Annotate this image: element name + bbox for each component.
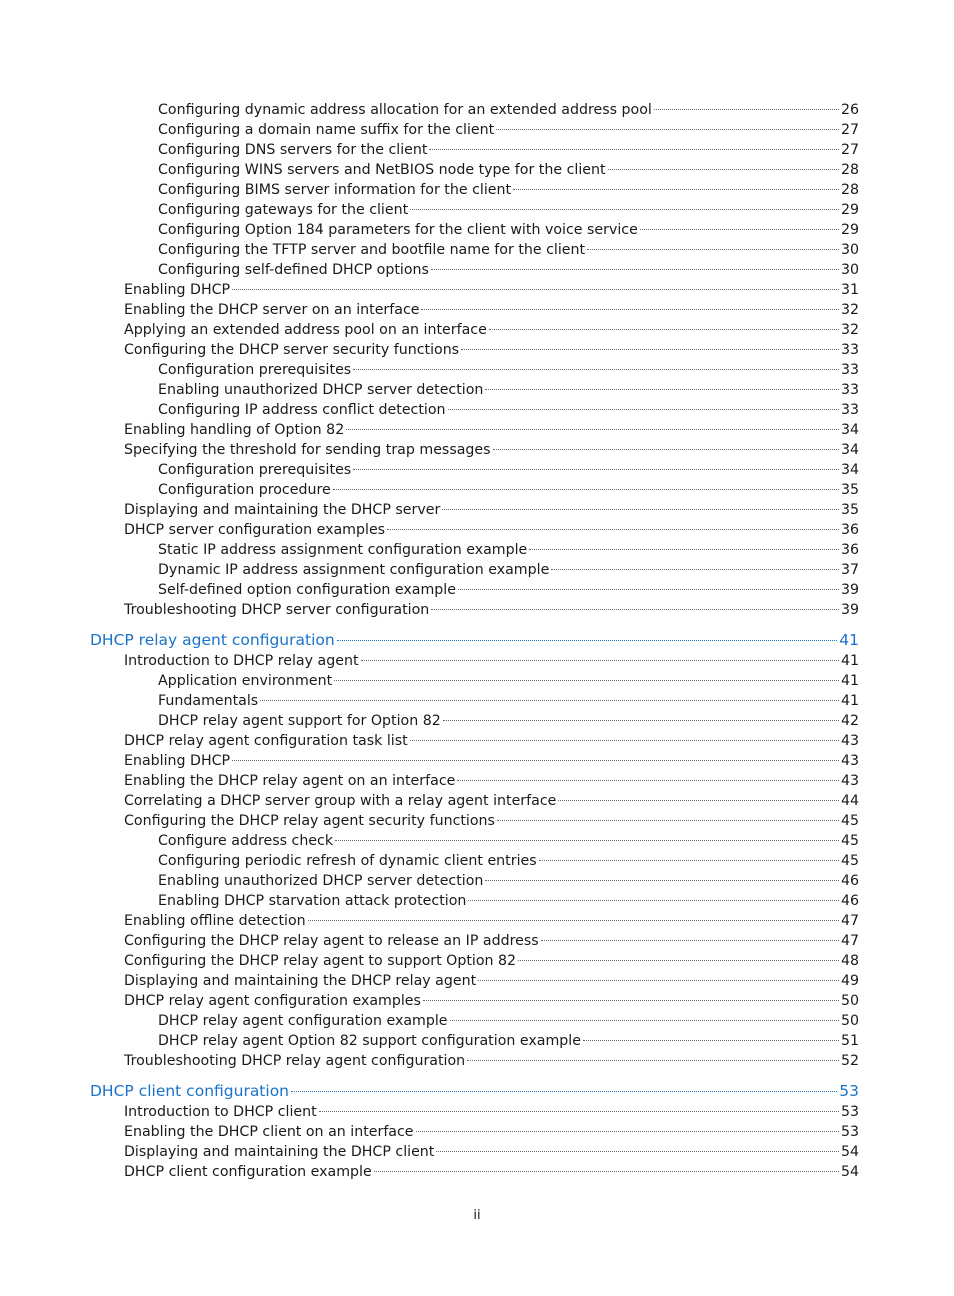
toc-entry-page: 46 [840,873,859,889]
toc-entry[interactable] [124,500,859,520]
dot-leader [467,1060,839,1061]
dot-leader [319,1111,839,1112]
toc-entry-page: 45 [840,853,859,869]
toc-entry-page: 37 [840,562,859,578]
toc-entry-title: DHCP relay agent support for Option 82 [158,713,441,729]
toc-entry[interactable] [158,891,859,911]
dot-leader [260,700,839,701]
toc-entry[interactable] [124,320,859,340]
toc-entry-page: 35 [840,482,859,498]
toc-entry[interactable] [124,1102,859,1122]
toc-entry[interactable] [158,220,859,240]
dot-leader [518,960,839,961]
toc-entry-title: Configure address check [158,833,334,849]
toc-entry[interactable] [124,340,859,360]
dot-leader [361,660,839,661]
toc-entry-page: 27 [840,142,859,158]
toc-entry-page: 29 [840,202,859,218]
toc-entry-title: Introduction to DHCP client [124,1104,317,1120]
toc-entry-title: Configuration procedure [158,482,331,498]
dot-leader [539,860,839,861]
toc-entry-title: Configuring self-defined DHCP options [158,262,429,278]
toc-entry[interactable] [158,240,859,260]
toc-entry-title: Enabling DHCP starvation attack protection [158,893,467,909]
toc-entry[interactable] [158,160,859,180]
toc-entry-title: Correlating a DHCP server group with a relay agent interface [124,793,557,809]
dot-leader [541,940,839,941]
toc-entry-title: Enabling handling of Option 82 [124,422,345,438]
dot-leader [374,1171,839,1172]
dot-leader [457,780,839,781]
toc-entry-page: 32 [840,322,859,338]
toc-entry[interactable] [124,600,859,620]
toc-entry[interactable] [124,951,859,971]
toc-entry-page: 36 [840,542,859,558]
toc-entry-title: DHCP relay agent Option 82 support configuration example [158,1033,581,1049]
toc-entry[interactable] [158,671,859,691]
toc-entry-page: 34 [840,422,859,438]
toc-entry-page: 42 [840,713,859,729]
toc-entry-title: Troubleshooting DHCP relay agent configuration [124,1053,466,1069]
toc-entry-page: 50 [840,993,859,1009]
toc-entry[interactable] [158,851,859,871]
toc-entry-title: Enabling unauthorized DHCP server detection [158,382,484,398]
toc-entry-page: 36 [840,522,859,538]
toc-entry-title: Configuring the DHCP server security functions [124,342,460,358]
toc-entry[interactable] [124,651,859,671]
toc-entry-page: 34 [840,442,859,458]
toc-entry-page: 26 [840,102,859,118]
dot-leader [410,740,839,741]
toc-entry[interactable] [158,480,859,500]
dot-leader [431,609,839,610]
toc-entry[interactable] [158,140,859,160]
toc-entry-page: 41 [839,631,859,649]
toc-entry[interactable] [158,100,859,120]
toc-entry-page: 50 [840,1013,859,1029]
toc-entry[interactable] [158,871,859,891]
toc-entry-title: Configuring a domain name suffix for the client [158,122,495,138]
dot-leader [448,409,839,410]
dot-leader [640,229,839,230]
toc-entry-page: 28 [840,162,859,178]
toc-entry[interactable] [124,911,859,931]
toc-entry-page: 32 [840,302,859,318]
toc-entry[interactable] [158,380,859,400]
dot-leader [436,1151,839,1152]
dot-leader [353,369,839,370]
toc-entry-title: DHCP client configuration [90,1082,290,1100]
toc-entry-title: Enabling the DHCP server on an interface [124,302,420,318]
toc-entry-title: Enabling DHCP [124,753,231,769]
toc-entry[interactable] [124,811,859,831]
toc-entry-title: Fundamentals [158,693,259,709]
toc-entry-page: 41 [840,673,859,689]
toc-entry-title: Configuring the DHCP relay agent security functions [124,813,495,829]
toc-entry-page: 53 [840,1104,859,1120]
toc-entry-page: 51 [840,1033,859,1049]
toc-entry-title: DHCP client configuration example [124,1164,372,1180]
dot-leader [608,169,839,170]
toc-entry-title: Configuring dynamic address allocation for an extended address pool [158,102,652,118]
toc-entry-page: 52 [840,1053,859,1069]
dot-leader [353,469,839,470]
dot-leader [478,980,839,981]
toc-entry-title: Application environment [158,673,333,689]
toc-entry[interactable] [124,420,859,440]
toc-entry[interactable] [124,440,859,460]
dot-leader [583,1040,839,1041]
toc-entry-page: 46 [840,893,859,909]
toc-entry[interactable] [158,200,859,220]
toc-entry-page: 43 [840,753,859,769]
toc-entry-title: Configuring DNS servers for the client [158,142,428,158]
toc-entry-page: 45 [840,813,859,829]
toc-entry-title: DHCP relay agent configuration example [158,1013,448,1029]
toc-entry-page: 53 [839,1082,859,1100]
toc-entry-title: Enabling offline detection [124,913,306,929]
toc-entry-title: Configuring gateways for the client [158,202,409,218]
toc-entry[interactable] [124,1122,859,1142]
toc-entry[interactable] [158,1011,859,1031]
toc-entry-page: 35 [840,502,859,518]
dot-leader [387,529,839,530]
toc-entry-title: Configuration prerequisites [158,362,352,378]
toc-entry-page: 30 [840,262,859,278]
toc-entry-page: 27 [840,122,859,138]
toc-entry[interactable] [158,540,859,560]
dot-leader [308,920,839,921]
dot-leader [421,309,838,310]
toc-entry[interactable] [158,691,859,711]
dot-leader [485,880,839,881]
toc-entry-page: 39 [840,582,859,598]
toc-entry[interactable] [124,751,859,771]
toc-entry-title: Configuring Option 184 parameters for the client with voice service [158,222,638,238]
toc-entry-title: Enabling the DHCP client on an interface [124,1124,414,1140]
toc-entry[interactable] [158,260,859,280]
toc-entry-page: 33 [840,342,859,358]
toc-entry-title: Specifying the threshold for sending trap messages [124,442,491,458]
toc-entry-page: 41 [840,653,859,669]
toc-entry-title: Introduction to DHCP relay agent [124,653,359,669]
dot-leader [443,720,839,721]
toc-entry-title: DHCP relay agent configuration [90,631,335,649]
toc-entry-title: Dynamic IP address assignment configuration example [158,562,550,578]
toc-entry-title: Configuring the DHCP relay agent to support Option 82 [124,953,517,969]
toc-entry-page: 39 [840,602,859,618]
toc-entry-page: 54 [840,1164,859,1180]
dot-leader [416,1131,839,1132]
toc-entry-title: Configuring the TFTP server and bootfile name for the client [158,242,586,258]
dot-leader [497,820,839,821]
toc-chapter-entry[interactable] [90,629,859,651]
toc-entry-title: Enabling the DHCP relay agent on an interface [124,773,456,789]
toc-entry-title: Static IP address assignment configuration example [158,542,528,558]
dot-leader [450,1020,839,1021]
toc-entry-page: 29 [840,222,859,238]
toc-entry-title: Self-defined option configuration example [158,582,456,598]
dot-leader [410,209,839,210]
toc-chapter-entry[interactable] [90,1080,859,1102]
dot-leader [461,349,839,350]
toc-entry[interactable] [124,280,859,300]
toc-entry-title: DHCP relay agent configuration task list [124,733,408,749]
page-number: ii [473,1208,481,1223]
dot-leader [485,389,839,390]
dot-leader [232,289,839,290]
dot-leader [458,589,839,590]
toc-entry[interactable] [158,180,859,200]
dot-leader [346,429,839,430]
toc-entry-page: 33 [840,382,859,398]
toc-entry-title: Displaying and maintaining the DHCP relay agent [124,973,477,989]
toc-entry[interactable] [158,120,859,140]
toc-entry-page: 48 [840,953,859,969]
toc-entry[interactable] [158,711,859,731]
toc-entry[interactable] [124,1142,859,1162]
toc-entry-page: 31 [840,282,859,298]
toc-entry[interactable] [158,580,859,600]
toc-entry[interactable] [158,360,859,380]
toc-entry[interactable] [124,1051,859,1071]
toc-entry-title: Configuring BIMS server information for the client [158,182,512,198]
dot-leader [337,640,838,641]
toc-entry[interactable] [158,831,859,851]
toc-entry-page: 47 [840,913,859,929]
toc-entry-page: 34 [840,462,859,478]
toc-entry-title: Applying an extended address pool on an interface [124,322,487,338]
toc-entry[interactable] [124,771,859,791]
toc-entry-title: Displaying and maintaining the DHCP client [124,1144,435,1160]
toc-entry-title: Troubleshooting DHCP server configuration [124,602,430,618]
toc-entry-title: Configuring WINS servers and NetBIOS node type for the client [158,162,606,178]
toc-entry-page: 54 [840,1144,859,1160]
toc-entry-title: Configuring periodic refresh of dynamic client entries [158,853,537,869]
toc-entry-page: 47 [840,933,859,949]
toc-entry-page: 33 [840,362,859,378]
toc-entry[interactable] [158,400,859,420]
dot-leader [489,329,839,330]
dot-leader [587,249,839,250]
toc-entry[interactable] [158,460,859,480]
toc-entry-page: 43 [840,733,859,749]
toc-entry[interactable] [124,791,859,811]
dot-leader [335,840,839,841]
dot-leader [513,189,839,190]
dot-leader [468,900,839,901]
dot-leader [431,269,839,270]
toc-entry[interactable] [124,971,859,991]
dot-leader [551,569,839,570]
toc-entry[interactable] [158,1031,859,1051]
dot-leader [654,109,839,110]
dot-leader [496,129,839,130]
dot-leader [429,149,838,150]
toc-entry-title: Enabling unauthorized DHCP server detection [158,873,484,889]
toc-entry[interactable] [124,520,859,540]
dot-leader [334,680,839,681]
dot-leader [423,1000,839,1001]
toc-entry-page: 28 [840,182,859,198]
toc-entry-title: DHCP relay agent configuration examples [124,993,421,1009]
toc-entry-page: 33 [840,402,859,418]
toc-entry-page: 45 [840,833,859,849]
toc-entry[interactable] [124,731,859,751]
toc-entry[interactable] [124,991,859,1011]
toc-entry[interactable] [124,931,859,951]
toc-entry[interactable] [158,560,859,580]
dot-leader [529,549,839,550]
toc-entry-title: Configuring IP address conflict detection [158,402,446,418]
dot-leader [232,760,839,761]
dot-leader [493,449,839,450]
toc-entry-title: Displaying and maintaining the DHCP server [124,502,441,518]
toc-entry-page: 49 [840,973,859,989]
toc-entry-page: 30 [840,242,859,258]
toc-entry-title: Configuration prerequisites [158,462,352,478]
dot-leader [558,800,839,801]
toc-entry-title: Enabling DHCP [124,282,231,298]
toc-entry[interactable] [124,1162,859,1182]
toc-entry-page: 41 [840,693,859,709]
toc-entry-page: 53 [840,1124,859,1140]
table-of-contents [0,100,954,1182]
toc-entry[interactable] [124,300,859,320]
dot-leader [442,509,839,510]
dot-leader [333,489,839,490]
toc-entry-page: 43 [840,773,859,789]
toc-entry-title: DHCP server configuration examples [124,522,386,538]
dot-leader [291,1091,837,1092]
toc-entry-page: 44 [840,793,859,809]
toc-entry-title: Configuring the DHCP relay agent to release an IP address [124,933,539,949]
